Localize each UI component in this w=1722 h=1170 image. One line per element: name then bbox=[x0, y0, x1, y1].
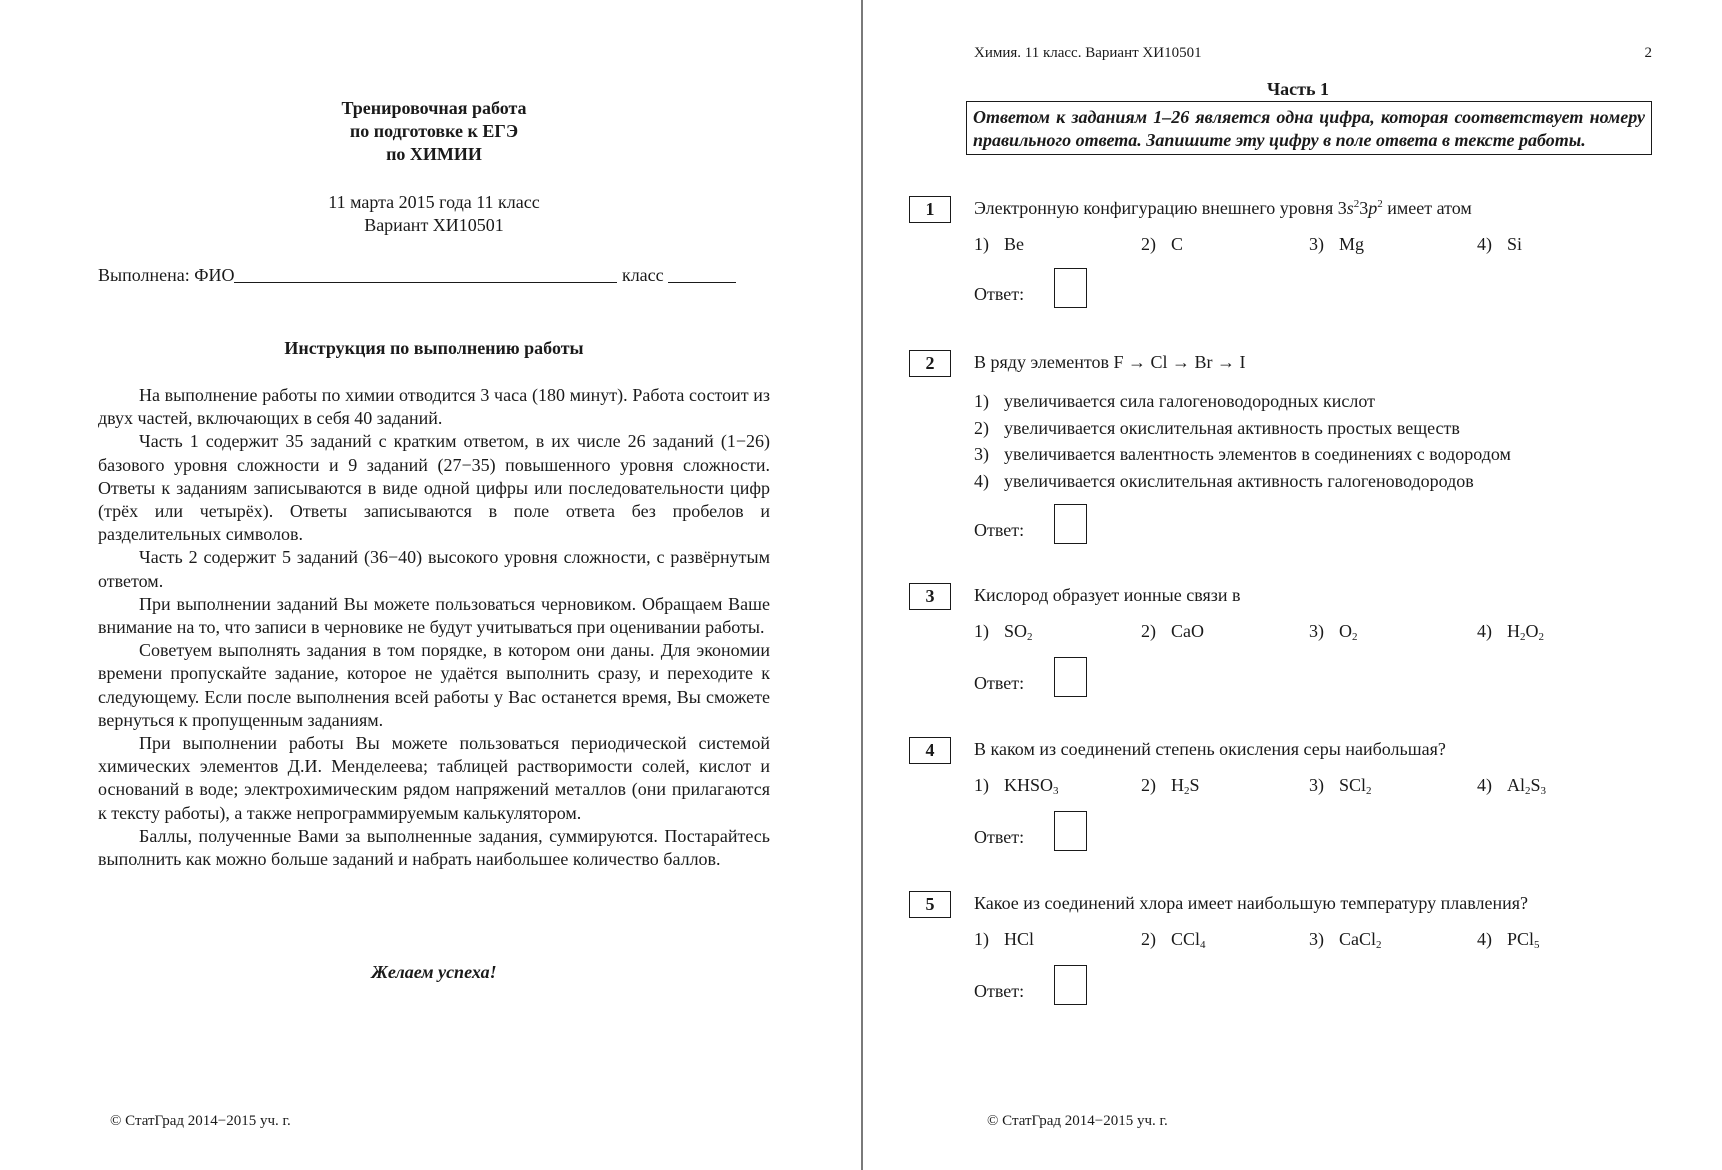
option-text: C bbox=[1171, 234, 1184, 254]
question-text: 3 bbox=[1359, 198, 1369, 218]
option-text: увеличивается сила галогеноводородных кислот bbox=[1004, 391, 1376, 411]
option-text: увеличивается валентность элементов в соединениях с водородом bbox=[1004, 444, 1511, 464]
question-text: имеет атом bbox=[1382, 198, 1472, 218]
subscript: 2 bbox=[1352, 631, 1358, 643]
instruction-paragraph: Часть 1 содержит 35 заданий с кратким ответом, в их числе 26 заданий (1−26) базового уровня сложности и 9 заданий (27−35) повышенного уровня сложности. Ответы к заданиям записываются в виде одной цифры или последовательности цифр (трёх или четырёх). Ответы записываются в поле ответа без пробелов и разделительных символов. bbox=[98, 431, 770, 545]
options-row bbox=[974, 234, 1594, 258]
option bbox=[974, 415, 1511, 442]
option bbox=[1309, 234, 1364, 255]
formula: KHSO bbox=[1004, 775, 1054, 795]
option-number: 3) bbox=[1309, 234, 1324, 254]
part-title: Часть 1 bbox=[1266, 79, 1330, 99]
subscript: 2 bbox=[1520, 631, 1526, 643]
answer-label: Ответ: bbox=[974, 520, 1025, 540]
instruction-paragraph: Советуем выполнять задания в том порядке, в котором они даны. Для экономии времени пропускайте задание, которое не удаётся выполнить сразу, и переходите к следующему. Если после выполнения всей работы у Вас останется время, Вы сможете вернуться к пропущенным заданиям. bbox=[98, 640, 770, 730]
title-line: по подготовке к ЕГЭ bbox=[349, 121, 519, 141]
option bbox=[974, 234, 1024, 255]
subscript: 2 bbox=[1538, 631, 1544, 643]
subscript: 2 bbox=[1184, 785, 1190, 797]
option bbox=[1141, 929, 1206, 951]
option-number: 4) bbox=[1477, 234, 1492, 254]
option-number: 4) bbox=[1477, 775, 1492, 795]
option bbox=[974, 388, 1511, 415]
option bbox=[974, 929, 1034, 950]
task-3 bbox=[909, 583, 1679, 703]
task-number: 5 bbox=[909, 891, 951, 918]
formula: CaO bbox=[1171, 621, 1204, 641]
option bbox=[1309, 775, 1372, 797]
date-line: 11 марта 2015 года 11 класс bbox=[328, 192, 540, 212]
question-text: Электронную конфигурацию внешнего уровня 3 bbox=[974, 198, 1347, 218]
task-5 bbox=[909, 891, 1679, 1011]
title-line: по ХИМИИ bbox=[386, 144, 482, 164]
formula: H bbox=[1507, 621, 1520, 641]
option bbox=[1141, 234, 1183, 255]
option bbox=[1141, 775, 1200, 797]
option bbox=[1477, 929, 1540, 951]
options-row bbox=[974, 929, 1594, 953]
answer-label: Ответ: bbox=[974, 673, 1025, 693]
option bbox=[1477, 621, 1544, 643]
instruction-title: Инструкция по выполнению работы bbox=[284, 338, 584, 358]
formula: CaCl bbox=[1339, 929, 1377, 949]
option-number: 2) bbox=[1141, 929, 1156, 949]
task-4 bbox=[909, 737, 1679, 857]
option-number: 3) bbox=[1309, 621, 1324, 641]
task-question: Кислород образует ионные связи в bbox=[974, 585, 1241, 605]
fio-field[interactable] bbox=[234, 264, 617, 283]
answer-box[interactable] bbox=[1054, 811, 1087, 851]
option bbox=[1477, 234, 1522, 255]
subscript: 2 bbox=[1027, 631, 1033, 643]
wish-text: Желаем успеха! bbox=[371, 962, 497, 982]
formula: PCl bbox=[1507, 929, 1535, 949]
option bbox=[1309, 929, 1382, 951]
option bbox=[974, 621, 1033, 643]
formula: H bbox=[1171, 775, 1184, 795]
formula: S bbox=[1189, 775, 1200, 795]
options-list bbox=[974, 388, 1511, 494]
header-title: Химия. 11 класс. Вариант ХИ10501 bbox=[974, 45, 1202, 61]
task-number: 3 bbox=[909, 583, 951, 610]
option-number: 2) bbox=[1141, 621, 1156, 641]
class-label: класс bbox=[621, 265, 664, 285]
variant-line: Вариант ХИ10501 bbox=[364, 215, 504, 235]
instruction-paragraph: На выполнение работы по химии отводится 3 часа (180 минут). Работа состоит из двух частей, включающих в себя 40 заданий. bbox=[98, 385, 770, 429]
subscript: 2 bbox=[1525, 785, 1531, 797]
option-number: 3) bbox=[974, 444, 989, 464]
right-page bbox=[864, 0, 1722, 1170]
option bbox=[974, 775, 1059, 797]
title-line: Тренировочная работа bbox=[341, 98, 527, 118]
task-2 bbox=[909, 350, 1679, 550]
option-number: 1) bbox=[974, 391, 989, 411]
option-number: 1) bbox=[974, 621, 989, 641]
answer-label: Ответ: bbox=[974, 284, 1025, 304]
task-number: 1 bbox=[909, 196, 951, 223]
option-number: 1) bbox=[974, 234, 989, 254]
formula: S bbox=[1530, 775, 1541, 795]
copyright-left: © СтатГрад 2014−2015 уч. г. bbox=[110, 1113, 291, 1129]
formula: HCl bbox=[1004, 929, 1035, 949]
option bbox=[1309, 621, 1358, 643]
instruction-paragraph: При выполнении работы Вы можете пользоваться периодической системой химических элементов Д.И. Менделеева; таблицей растворимости солей, кислот и оснований в воде; электрохимическим рядом напряжений металлов (они прилагаются к тексту работы), а также непрограммируемым калькулятором. bbox=[98, 733, 770, 823]
page-divider bbox=[861, 0, 863, 1170]
student-info-line bbox=[98, 264, 770, 286]
answer-box[interactable] bbox=[1054, 965, 1087, 1005]
answer-box[interactable] bbox=[1054, 504, 1087, 544]
options-row bbox=[974, 775, 1594, 799]
formula: O bbox=[1339, 621, 1352, 641]
option-text: Be bbox=[1004, 234, 1024, 254]
class-field[interactable] bbox=[668, 264, 736, 283]
superscript: 2 bbox=[1377, 198, 1383, 210]
date-variant-block bbox=[98, 191, 770, 237]
task-question bbox=[974, 198, 1472, 219]
subscript: 3 bbox=[1053, 785, 1059, 797]
task-number: 4 bbox=[909, 737, 951, 764]
option-text: увеличивается окислительная активность галогеноводородов bbox=[1004, 470, 1474, 491]
running-header bbox=[974, 45, 1652, 62]
option-text: Si bbox=[1507, 234, 1523, 254]
instruction-paragraph: Баллы, полученные Вами за выполненные задания, суммируются. Постарайтесь выполнить как можно больше заданий и набрать наибольшее количество баллов. bbox=[98, 825, 770, 870]
answer-box[interactable] bbox=[1054, 657, 1087, 697]
part-instruction-box: Ответом к заданиям 1–26 является одна цифра, которая соответствует номеру правильного ответа. Запишите эту цифру в поле ответа в тексте работы. bbox=[966, 101, 1652, 155]
option bbox=[974, 441, 1511, 468]
formula: CCl bbox=[1171, 929, 1201, 949]
formula: SO bbox=[1004, 621, 1028, 641]
instruction-paragraph: При выполнении заданий Вы можете пользоваться черновиком. Обращаем Ваше внимание на то, что записи в черновике не будут учитываться при оценивании работы. bbox=[98, 593, 770, 638]
formula: Al bbox=[1507, 775, 1525, 795]
task-question: Какое из соединений хлора имеет наибольшую температуру плавления? bbox=[974, 893, 1528, 913]
subscript: 3 bbox=[1540, 785, 1547, 797]
option-number: 2) bbox=[1141, 775, 1156, 795]
instruction-body bbox=[98, 384, 770, 871]
task-1 bbox=[909, 196, 1679, 316]
option-number: 1) bbox=[974, 929, 989, 949]
answer-label: Ответ: bbox=[974, 981, 1025, 1001]
task-number: 2 bbox=[909, 350, 951, 377]
superscript: 2 bbox=[1353, 198, 1360, 210]
document-title bbox=[98, 97, 770, 166]
orbital-s: s bbox=[1346, 198, 1354, 218]
answer-box[interactable] bbox=[1054, 268, 1087, 308]
option-number: 4) bbox=[1477, 929, 1492, 949]
subscript: 4 bbox=[1200, 939, 1206, 951]
orbital-p: p bbox=[1368, 198, 1378, 218]
options-row bbox=[974, 621, 1594, 645]
subscript: 2 bbox=[1376, 939, 1382, 951]
formula: SCl bbox=[1339, 775, 1367, 795]
fio-label: Выполнена: ФИО bbox=[98, 265, 235, 285]
option-number: 4) bbox=[1477, 621, 1492, 641]
option bbox=[1141, 621, 1204, 642]
option-number: 3) bbox=[1309, 775, 1324, 795]
option-text: Mg bbox=[1339, 234, 1365, 254]
subscript: 5 bbox=[1534, 939, 1540, 951]
answer-label: Ответ: bbox=[974, 827, 1025, 847]
option-number: 4) bbox=[974, 470, 989, 491]
option-number: 3) bbox=[1309, 929, 1324, 949]
instruction-paragraph: Часть 2 содержит 5 заданий (36−40) высокого уровня сложности, с развёрнутым ответом. bbox=[98, 547, 770, 591]
formula: O bbox=[1525, 621, 1539, 641]
task-question: В ряду элементов F → Cl → Br → I bbox=[974, 352, 1246, 372]
page-number: 2 bbox=[1644, 45, 1652, 61]
option-number: 2) bbox=[1141, 234, 1156, 254]
option-text: увеличивается окислительная активность простых веществ bbox=[1004, 417, 1460, 438]
copyright-right: © СтатГрад 2014−2015 уч. г. bbox=[987, 1113, 1168, 1129]
option-number: 2) bbox=[974, 417, 989, 438]
option bbox=[974, 468, 1511, 495]
subscript: 2 bbox=[1366, 785, 1372, 797]
option bbox=[1477, 775, 1546, 797]
task-question: В каком из соединений степень окисления серы наибольшая? bbox=[974, 739, 1446, 759]
option-number: 1) bbox=[974, 775, 989, 795]
